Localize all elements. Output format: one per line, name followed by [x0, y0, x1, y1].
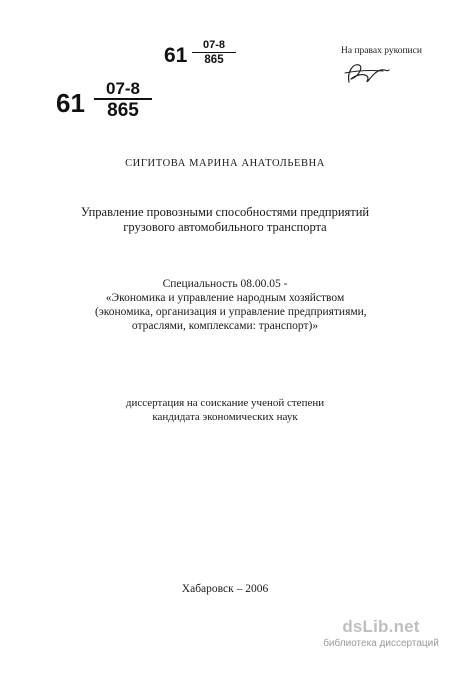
specialty-line: отраслями, комплексами: транспорт)» [131, 320, 319, 332]
catalog-code-large [56, 80, 152, 128]
catalog-code-denominator: 865 [204, 53, 224, 66]
catalog-code-fraction [192, 40, 236, 66]
catalog-code-fraction [94, 80, 152, 122]
watermark-subtitle: библиотека диссертаций [323, 638, 439, 649]
catalog-code-numerator: 07-8 [94, 80, 152, 100]
catalog-code-denominator: 865 [107, 99, 139, 121]
dissertation-title: Управление провозными способностями предприятий грузового автомобильного транспорта [80, 205, 370, 234]
catalog-code-prefix: 61 [56, 88, 85, 118]
catalog-code-prefix: 61 [164, 44, 188, 67]
author-name: СИГИТОВА МАРИНА АНАТОЛЬЕВНА [125, 158, 325, 169]
degree-line: кандидата экономических наук [152, 411, 298, 423]
rights-note: На правах рукописи [341, 46, 422, 56]
specialty-block [95, 277, 367, 333]
specialty-line: «Экономика и управление народным хозяйством [105, 292, 345, 304]
specialty-line: Специальность 08.00.05 - [162, 278, 288, 290]
catalog-code-numerator: 07-8 [192, 40, 236, 53]
place-year: Хабаровск – 2006 [181, 583, 269, 595]
degree-line: диссертация на соискание ученой степени [125, 397, 325, 409]
catalog-code-small [164, 40, 234, 74]
degree-block [95, 396, 355, 424]
watermark [317, 617, 445, 649]
specialty-line: (экономика, организация и управление предприятиями, [95, 306, 367, 318]
watermark-logo: dsLib.net [342, 617, 420, 636]
handwritten-signature [343, 58, 393, 88]
